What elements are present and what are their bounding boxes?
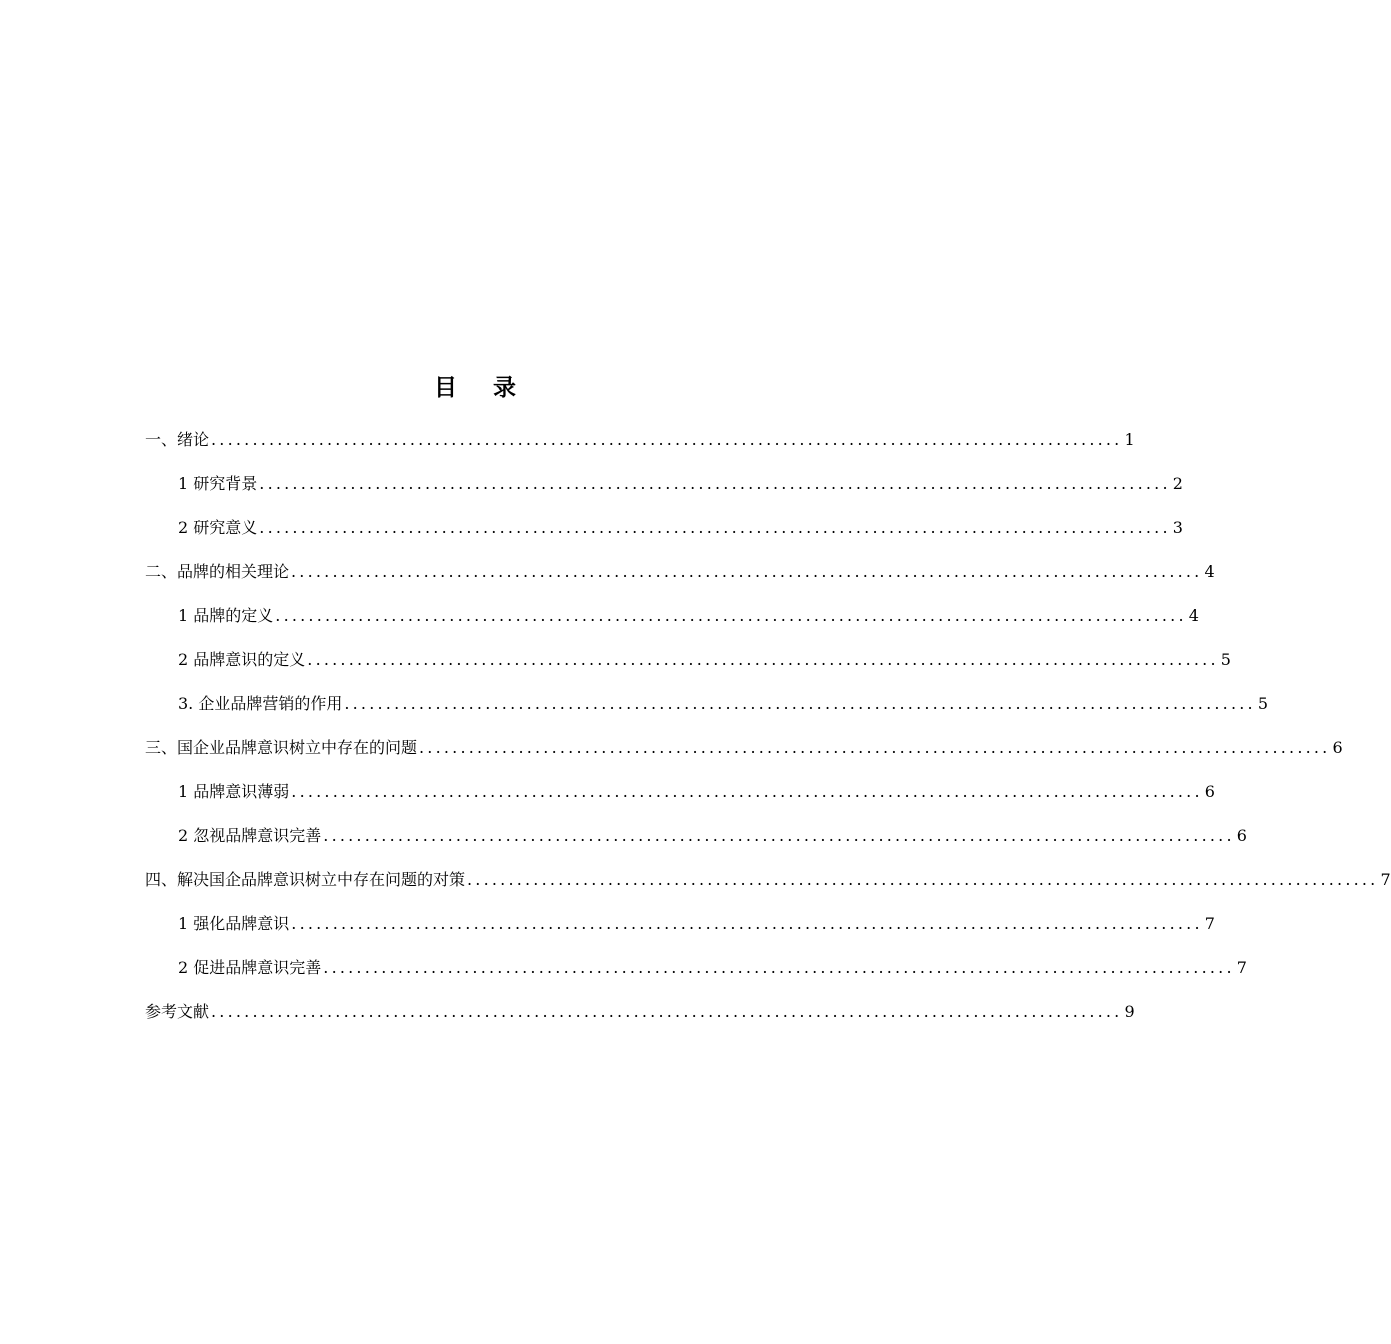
toc-entry-label: 1 品牌意识薄弱 (178, 782, 290, 801)
toc-page-number: 7 (1204, 914, 1215, 933)
toc-entry-label: 2 促进品牌意识完善 (178, 958, 322, 977)
toc-entry-label: 2 忽视品牌意识完善 (178, 826, 322, 845)
toc-entry-label: 三、国企业品牌意识树立中存在的问题 (145, 738, 418, 757)
dot-leader: .............................................................................................................. (291, 782, 1203, 801)
dot-leader: .............................................................................................................. (275, 606, 1187, 625)
toc-entry[interactable] (145, 688, 1268, 732)
dot-leader: .............................................................................................................. (344, 694, 1256, 713)
toc-page-number: 9 (1124, 1002, 1135, 1021)
toc-entry-label: 1 强化品牌意识 (178, 914, 290, 933)
dot-leader: .............................................................................................................. (291, 914, 1203, 933)
toc-page-number: 7 (1236, 958, 1247, 977)
dot-leader: .............................................................................................................. (211, 430, 1123, 449)
dot-leader: .............................................................................................................. (467, 870, 1379, 889)
dot-leader: .............................................................................................................. (323, 826, 1235, 845)
toc-page-number: 4 (1204, 562, 1215, 581)
table-of-contents (145, 424, 1391, 1040)
toc-entry[interactable] (145, 996, 1135, 1040)
dot-leader: .............................................................................................................. (211, 1002, 1123, 1021)
toc-page-number: 6 (1236, 826, 1247, 845)
toc-entry-label: 四、解决国企品牌意识树立中存在问题的对策 (145, 870, 466, 889)
toc-entry-label: 2 品牌意识的定义 (178, 650, 306, 669)
toc-page-number: 1 (1124, 430, 1135, 449)
dot-leader: .............................................................................................................. (259, 474, 1171, 493)
toc-page-number: 3 (1172, 518, 1183, 537)
toc-entry-label: 参考文献 (145, 1002, 210, 1021)
dot-leader: .............................................................................................................. (291, 562, 1203, 581)
toc-entry[interactable] (145, 776, 1215, 820)
toc-entry[interactable] (145, 732, 1343, 776)
toc-entry[interactable] (145, 424, 1135, 468)
toc-page-number: 6 (1204, 782, 1215, 801)
toc-entry[interactable] (145, 600, 1199, 644)
toc-entry-label: 2 研究意义 (178, 518, 258, 537)
toc-page-number: 5 (1220, 650, 1231, 669)
toc-page-number: 6 (1332, 738, 1343, 757)
toc-entry-label: 二、品牌的相关理论 (145, 562, 290, 581)
toc-entry-label: 一、绪论 (145, 430, 210, 449)
toc-entry[interactable] (145, 820, 1247, 864)
toc-page-number: 2 (1172, 474, 1183, 493)
dot-leader: .............................................................................................................. (323, 958, 1235, 977)
toc-entry-label: 3. 企业品牌营销的作用 (178, 694, 343, 713)
toc-entry-label: 1 品牌的定义 (178, 606, 274, 625)
dot-leader: .............................................................................................................. (259, 518, 1171, 537)
toc-entry[interactable] (145, 864, 1391, 908)
toc-page-number: 4 (1188, 606, 1199, 625)
toc-entry-label: 1 研究背景 (178, 474, 258, 493)
toc-entry[interactable] (145, 512, 1183, 556)
toc-page-number: 5 (1257, 694, 1268, 713)
toc-entry[interactable] (145, 556, 1215, 600)
toc-entry[interactable] (145, 644, 1231, 688)
toc-title: 目 录 (433, 375, 530, 401)
toc-entry[interactable] (145, 908, 1215, 952)
toc-page-number: 7 (1380, 870, 1391, 889)
dot-leader: .............................................................................................................. (307, 650, 1219, 669)
dot-leader: .............................................................................................................. (419, 738, 1331, 757)
toc-entry[interactable] (145, 468, 1183, 512)
toc-entry[interactable] (145, 952, 1247, 996)
